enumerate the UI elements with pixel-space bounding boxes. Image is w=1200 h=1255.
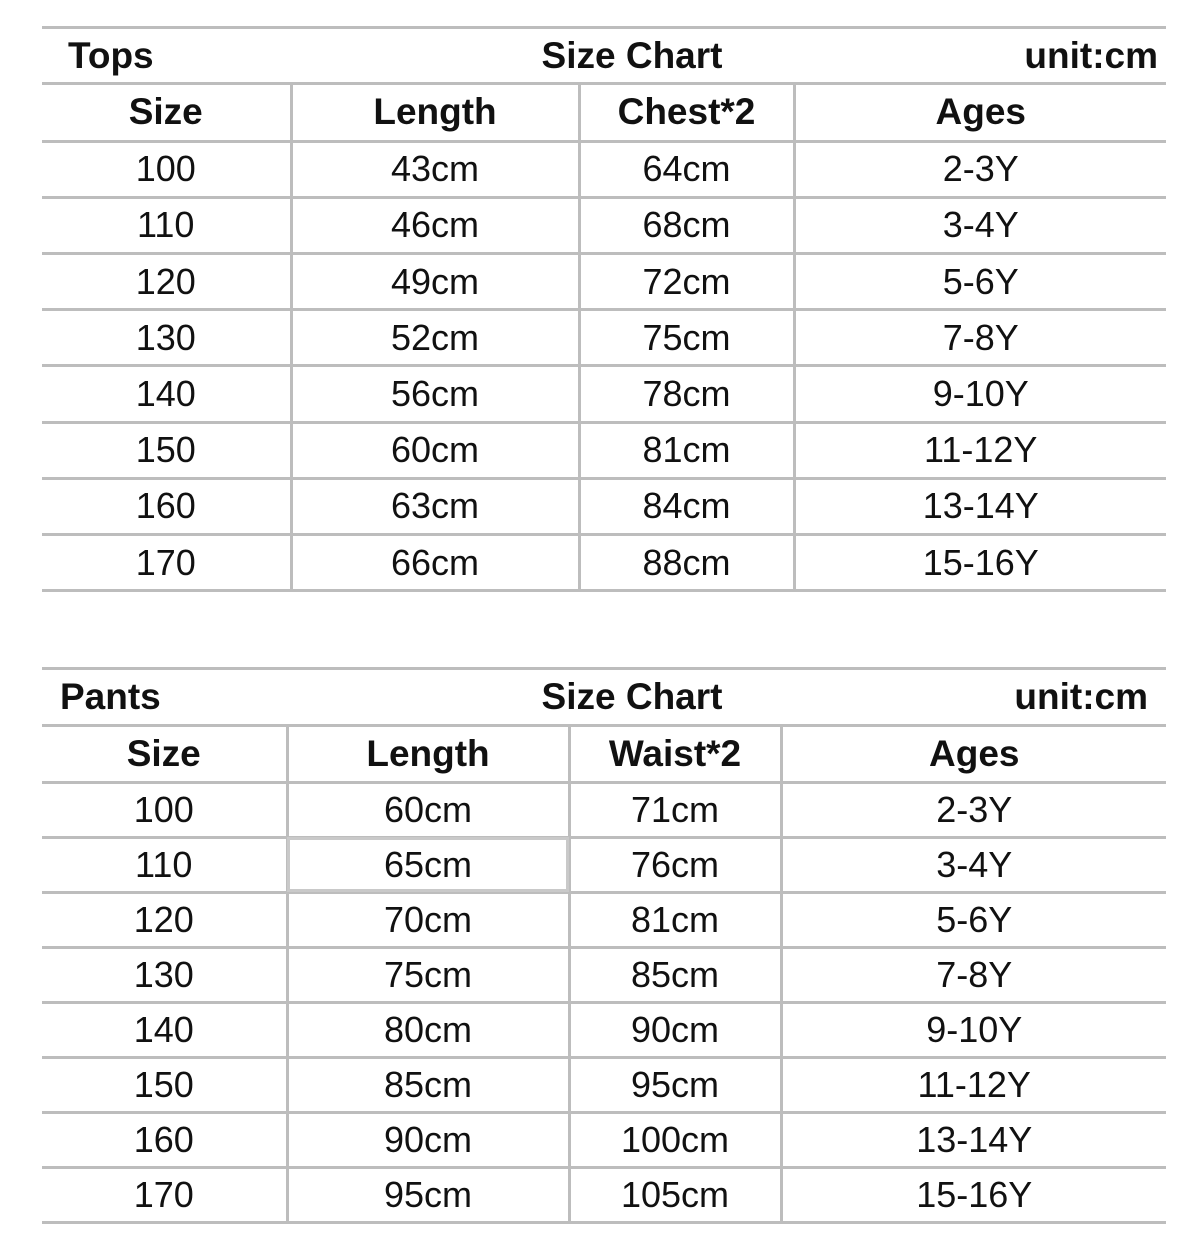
tops-chart-header — [42, 26, 1166, 85]
cell-ages: 2-3Y — [781, 782, 1166, 837]
pants-category-label: Pants — [60, 676, 161, 717]
cell-size: 170 — [42, 535, 291, 591]
column-header-size: Size — [42, 727, 287, 782]
tops-chart-title: Size Chart — [541, 34, 723, 76]
cell-size: 100 — [42, 782, 287, 837]
column-header-chest: Chest*2 — [579, 85, 794, 141]
cell-ages: 5-6Y — [794, 254, 1166, 310]
cell-length: 66cm — [291, 535, 579, 591]
table-row — [42, 1057, 1166, 1112]
cell-measure: 71cm — [569, 782, 781, 837]
column-header-waist: Waist*2 — [569, 727, 781, 782]
table-row — [42, 1167, 1166, 1222]
cell-ages: 7-8Y — [794, 310, 1166, 366]
cell-length: 70cm — [287, 892, 569, 947]
cell-measure: 88cm — [579, 535, 794, 591]
table-row — [42, 197, 1166, 253]
table-row — [42, 478, 1166, 534]
cell-length: 90cm — [287, 1112, 569, 1167]
cell-length: 43cm — [291, 141, 579, 197]
table-row — [42, 310, 1166, 366]
cell-length: 52cm — [291, 310, 579, 366]
cell-size: 100 — [42, 141, 291, 197]
table-row — [42, 837, 1166, 892]
pants-chart-title: Size Chart — [541, 676, 723, 717]
cell-size: 120 — [42, 892, 287, 947]
cell-size: 170 — [42, 1167, 287, 1222]
tops-size-table — [42, 85, 1166, 592]
cell-ages: 9-10Y — [781, 1002, 1166, 1057]
cell-ages: 13-14Y — [794, 478, 1166, 534]
column-header-length: Length — [291, 85, 579, 141]
table-row — [42, 1112, 1166, 1167]
table-header-row — [42, 727, 1166, 782]
table-row — [42, 366, 1166, 422]
table-row — [42, 254, 1166, 310]
table-row — [42, 1002, 1166, 1057]
cell-measure: 81cm — [569, 892, 781, 947]
tops-table-body — [42, 141, 1166, 591]
cell-ages: 5-6Y — [781, 892, 1166, 947]
cell-size: 130 — [42, 947, 287, 1002]
cell-size: 140 — [42, 1002, 287, 1057]
cell-ages: 3-4Y — [781, 837, 1166, 892]
cell-ages: 2-3Y — [794, 141, 1166, 197]
tops-category-label: Tops — [68, 34, 154, 76]
pants-unit-label: unit:cm — [1014, 676, 1148, 717]
cell-size: 110 — [42, 837, 287, 892]
table-row — [42, 141, 1166, 197]
table-row — [42, 535, 1166, 591]
tops-size-chart — [42, 26, 1166, 592]
table-row — [42, 947, 1166, 1002]
cell-length: 49cm — [291, 254, 579, 310]
cell-measure: 95cm — [569, 1057, 781, 1112]
cell-ages: 3-4Y — [794, 197, 1166, 253]
cell-size: 140 — [42, 366, 291, 422]
table-row — [42, 782, 1166, 837]
pants-chart-header — [42, 667, 1166, 727]
cell-length: 75cm — [287, 947, 569, 1002]
cell-ages: 11-12Y — [781, 1057, 1166, 1112]
cell-size: 150 — [42, 1057, 287, 1112]
cell-ages: 15-16Y — [781, 1167, 1166, 1222]
cell-measure: 72cm — [579, 254, 794, 310]
cell-measure: 84cm — [579, 478, 794, 534]
cell-length: 65cm — [287, 837, 569, 892]
column-header-length: Length — [287, 727, 569, 782]
column-header-size: Size — [42, 85, 291, 141]
cell-measure: 105cm — [569, 1167, 781, 1222]
cell-ages: 9-10Y — [794, 366, 1166, 422]
cell-size: 110 — [42, 197, 291, 253]
pants-size-table — [42, 727, 1166, 1224]
table-row — [42, 422, 1166, 478]
pants-size-chart — [42, 667, 1166, 1224]
cell-size: 150 — [42, 422, 291, 478]
table-row — [42, 892, 1166, 947]
cell-measure: 90cm — [569, 1002, 781, 1057]
cell-length: 95cm — [287, 1167, 569, 1222]
cell-length: 85cm — [287, 1057, 569, 1112]
column-header-ages: Ages — [781, 727, 1166, 782]
cell-measure: 78cm — [579, 366, 794, 422]
cell-size: 130 — [42, 310, 291, 366]
cell-measure: 81cm — [579, 422, 794, 478]
cell-measure: 64cm — [579, 141, 794, 197]
cell-size: 160 — [42, 1112, 287, 1167]
cell-length: 56cm — [291, 366, 579, 422]
cell-measure: 100cm — [569, 1112, 781, 1167]
cell-ages: 11-12Y — [794, 422, 1166, 478]
cell-measure: 68cm — [579, 197, 794, 253]
tops-unit-label: unit:cm — [1024, 34, 1158, 76]
cell-ages: 15-16Y — [794, 535, 1166, 591]
cell-length: 46cm — [291, 197, 579, 253]
cell-length: 60cm — [287, 782, 569, 837]
cell-length: 80cm — [287, 1002, 569, 1057]
cell-measure: 76cm — [569, 837, 781, 892]
pants-table-body — [42, 782, 1166, 1222]
cell-ages: 13-14Y — [781, 1112, 1166, 1167]
cell-measure: 75cm — [579, 310, 794, 366]
cell-size: 120 — [42, 254, 291, 310]
cell-length: 63cm — [291, 478, 579, 534]
cell-size: 160 — [42, 478, 291, 534]
column-header-ages: Ages — [794, 85, 1166, 141]
table-header-row — [42, 85, 1166, 141]
cell-length: 60cm — [291, 422, 579, 478]
cell-measure: 85cm — [569, 947, 781, 1002]
cell-ages: 7-8Y — [781, 947, 1166, 1002]
